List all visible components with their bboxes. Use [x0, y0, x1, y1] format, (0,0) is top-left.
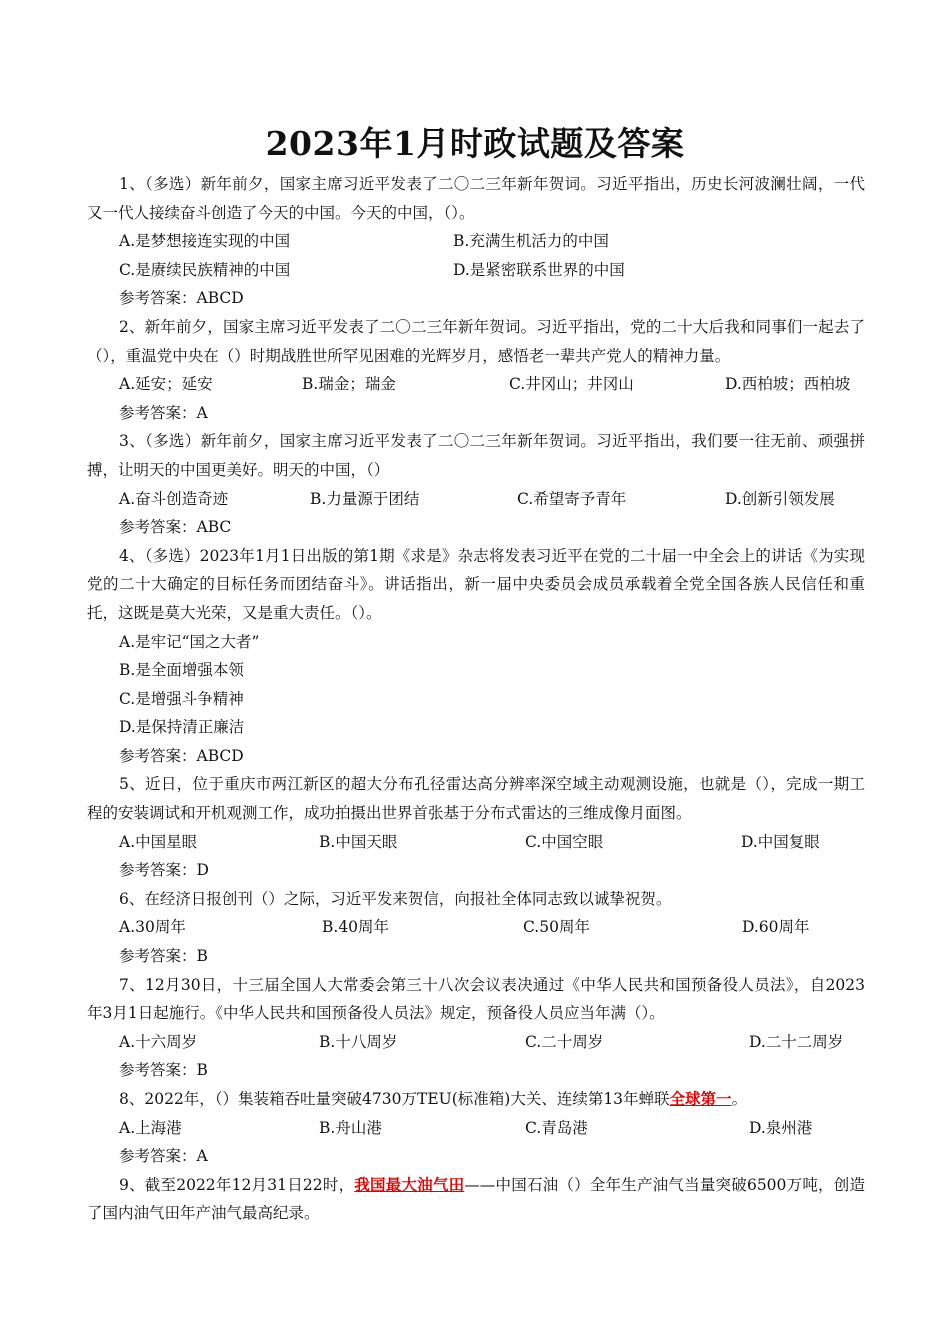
- option-b: B.力量源于团结: [310, 489, 420, 508]
- answer-value: A: [196, 1147, 208, 1166]
- option-c: C.青岛港: [525, 1118, 588, 1137]
- question-3-text: 3、（多选）新年前夕，国家主席习近平发表了二〇二三年新年贺词。习近平指出，我们要一往无前、顽强拼搏，让明天的中国更美好。明天的中国，（）: [87, 432, 865, 479]
- question-1-text: 1、（多选）新年前夕，国家主席习近平发表了二〇二三年新年贺词。习近平指出，历史长河波澜壮阔，一代又一代人接续奋斗创造了今天的中国。今天的中国，（）。: [87, 175, 865, 222]
- answer-label: 参考答案：: [119, 746, 197, 765]
- question-9-text-after: ——中国石油（）全年生产油气当量突破6500万吨，创造了国内油气田年产油气最高纪录。: [87, 1175, 865, 1223]
- question-7-text: 7、12月30日，十三届全国人大常委会第三十八次会议表决通过《中华人民共和国预备役人员法》，自2023年3月1日起施行。《中华人民共和国预备役人员法》规定，预备役人员应当年满（）。: [87, 975, 865, 1023]
- option-b: B.40周年: [322, 918, 390, 937]
- question-1-options-row2: [87, 256, 865, 285]
- option-d: D.二十二周岁: [749, 1032, 844, 1051]
- option-a: A.延安；延安: [119, 375, 213, 394]
- answer-label: 参考答案：: [119, 947, 197, 966]
- question-1-options-row1: [87, 227, 865, 256]
- question-2-options: [87, 370, 865, 399]
- question-2-text: 2、新年前夕，国家主席习近平发表了二〇二三年新年贺词。习近平指出，党的二十大后我和同事们一起去了（），重温党中央在（）时期战胜世所罕见困难的光辉岁月，感悟老一辈共产党人的精神力量。: [87, 317, 865, 365]
- answer-value: B: [196, 947, 208, 966]
- answer-value: ABCD: [196, 746, 244, 765]
- answer-value: ABC: [196, 518, 232, 537]
- question-7-answer: [87, 1056, 865, 1085]
- answer-value: A: [196, 403, 208, 422]
- option-b: B.瑞金；瑞金: [302, 375, 396, 394]
- highlight-link[interactable]: 全球第一: [669, 1089, 732, 1108]
- question-1-answer: [87, 284, 865, 313]
- option-c: C.希望寄予青年: [517, 489, 627, 508]
- option-b: B.是全面增强本领: [119, 661, 244, 680]
- option-d: D.是保持清正廉洁: [119, 718, 245, 737]
- question-3-answer: [87, 513, 865, 542]
- option-c: C.井冈山；井冈山: [509, 375, 634, 394]
- answer-value: D: [196, 861, 209, 880]
- answer-label: 参考答案：: [119, 861, 197, 880]
- option-a: A.上海港: [119, 1118, 182, 1137]
- option-d: D.60周年: [742, 918, 810, 937]
- question-list: [87, 170, 865, 1228]
- option-a: A.中国星眼: [119, 832, 198, 851]
- option-c: C.50周年: [523, 918, 590, 937]
- answer-value: ABCD: [196, 289, 244, 308]
- option-c: C.二十周岁: [525, 1032, 604, 1051]
- question-8-text-after: 。: [731, 1090, 748, 1108]
- question-9-text-before: 9、截至2022年12月31日22时，: [119, 1175, 355, 1194]
- option-a: A.是牢记“国之大者”: [119, 632, 260, 651]
- option-a: A.30周年: [119, 918, 186, 937]
- question-5-options: [87, 828, 865, 857]
- option-a: A.奋斗创造奇迹: [119, 489, 229, 508]
- option-a: A.是梦想接连实现的中国: [119, 232, 291, 251]
- option-b: B.十八周岁: [319, 1032, 398, 1051]
- option-b: B.中国天眼: [319, 832, 398, 851]
- question-8-answer: [87, 1142, 865, 1171]
- answer-label: 参考答案：: [119, 518, 197, 537]
- option-a: A.十六周岁: [119, 1032, 198, 1051]
- question-6-text: 6、在经济日报创刊（）之际，习近平发来贺信，向报社全体同志致以诚挚祝贺。: [119, 889, 672, 908]
- option-d: D.是紧密联系世界的中国: [453, 260, 625, 279]
- question-6-options: [87, 913, 865, 942]
- highlight-link[interactable]: 我国最大油气田: [354, 1174, 465, 1194]
- question-5-text: 5、近日，位于重庆市两江新区的超大分布孔径雷达高分辨率深空域主动观测设施，也就是（），完成一期工程的安装调试和开机观测工作，成功拍摄出世界首张基于分布式雷达的三维成像月面图。: [87, 775, 865, 823]
- question-6-answer: [87, 942, 865, 971]
- page-title: 2023年1月时政试题及答案: [265, 124, 685, 163]
- answer-label: 参考答案：: [119, 289, 197, 308]
- answer-value: B: [196, 1061, 208, 1080]
- question-7-options: [87, 1028, 865, 1057]
- option-d: D.泉州港: [749, 1118, 813, 1137]
- option-c: C.是增强斗争精神: [119, 689, 244, 708]
- option-c: C.中国空眼: [525, 832, 604, 851]
- option-d: D.中国复眼: [741, 832, 820, 851]
- question-8-options: [87, 1114, 865, 1143]
- answer-label: 参考答案：: [119, 403, 197, 422]
- answer-label: 参考答案：: [119, 1147, 197, 1166]
- question-2-answer: [87, 399, 865, 428]
- option-d: D.西柏坡；西柏坡: [725, 375, 851, 394]
- question-3-options: [87, 485, 865, 514]
- question-4-answer: [87, 742, 865, 771]
- question-5-answer: [87, 856, 865, 885]
- option-b: B.充满生机活力的中国: [453, 232, 609, 251]
- option-d: D.创新引领发展: [725, 489, 835, 508]
- option-b: B.舟山港: [319, 1118, 382, 1137]
- question-9-text: [87, 1171, 865, 1228]
- question-8-text-before: 8、2022年，（）集装箱吞吐量突破4730万TEU(标准箱)大关、连续第13年蝉联: [119, 1090, 670, 1108]
- question-8-text: [87, 1085, 865, 1114]
- answer-label: 参考答案：: [119, 1061, 197, 1080]
- question-4-text: 4、（多选）2023年1月1日出版的第1期《求是》杂志将发表习近平在党的二十届一中全会上的讲话《为实现党的二十大确定的目标任务而团结奋斗》。讲话指出，新一届中央委员会成员承载着全党全国各族人民信任和重托，这既是莫大光荣，又是重大责任。（）。: [87, 546, 865, 622]
- option-c: C.是赓续民族精神的中国: [119, 260, 291, 279]
